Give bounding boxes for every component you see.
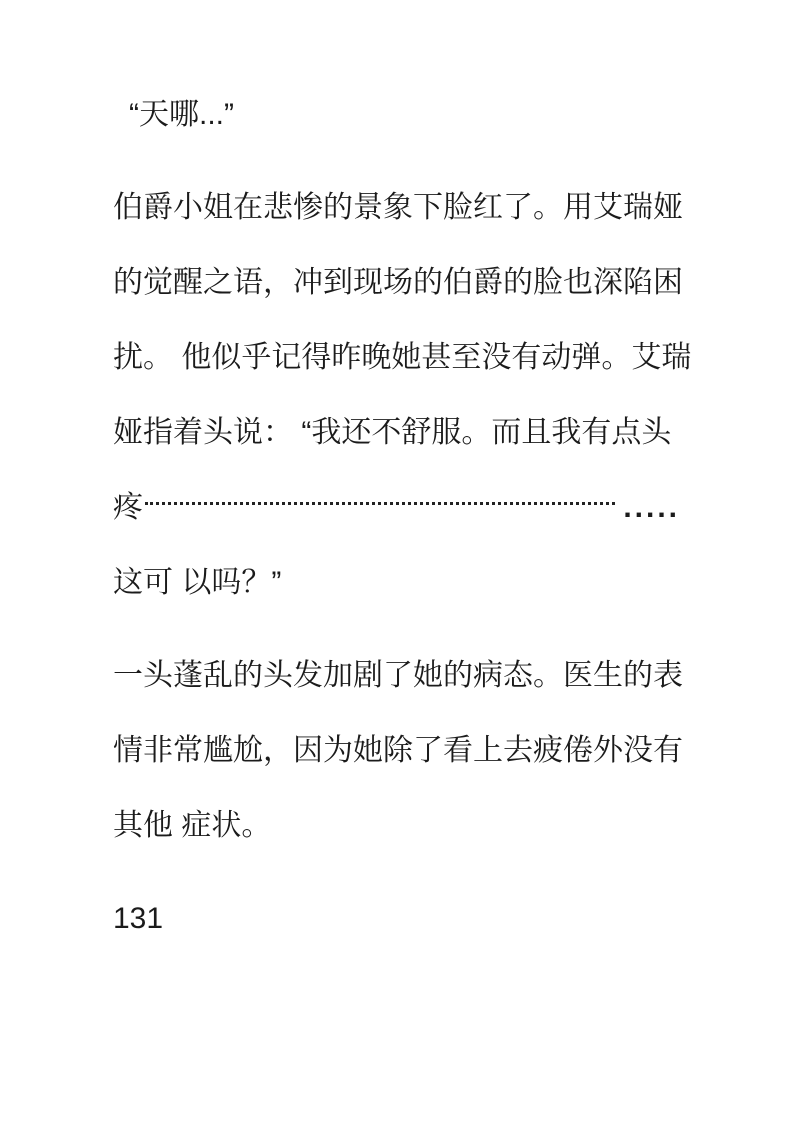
leader-prefix-text: 疼	[113, 491, 143, 524]
text-line: 伯爵小姐在悲惨的景象下脸红了。用艾瑞娅	[113, 191, 683, 224]
text-line: 这可 以吗？”	[113, 566, 282, 599]
text-line: “天哪...”	[129, 98, 234, 131]
text-line: 情非常尴尬，因为她除了看上去疲倦外没有	[113, 734, 683, 767]
paragraph-narrative-1	[113, 170, 692, 620]
text-line: 娅指着头说： “我还不舒服。而且我有点头	[113, 416, 672, 449]
text-line: 扰。 他似乎记得昨晚她甚至没有动弹。艾瑞	[113, 341, 692, 374]
text-line: 一头蓬乱的头发加剧了她的病态。医生的表	[113, 659, 683, 692]
leader-suffix-dots: .....	[623, 491, 680, 524]
text-line: 的觉醒之语，冲到现场的伯爵的脸也深陷困	[113, 266, 683, 299]
text-line-with-leader	[113, 470, 680, 545]
paragraph-narrative-2	[113, 638, 683, 863]
paragraph-dialogue-open	[113, 77, 680, 152]
page-number: 131	[113, 902, 164, 935]
dotted-leader	[145, 502, 615, 505]
text-line: 其他 症状。	[113, 809, 272, 842]
